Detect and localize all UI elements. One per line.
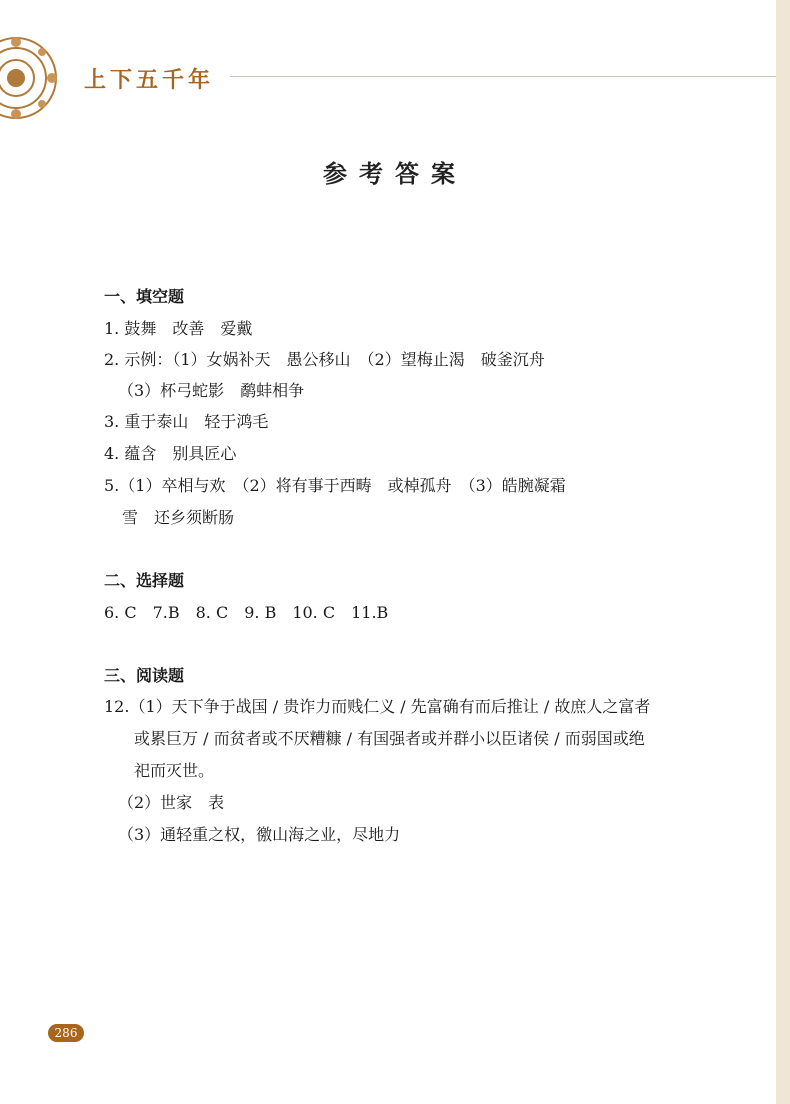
answer-line: 祀而灭世。 (134, 761, 215, 780)
answer-line: 12.（1）天下争于战国 / 贵诈力而贱仁义 / 先富确有而后推让 / 故庶人之富者 (104, 697, 651, 716)
section-heading-reading: 三、阅读题 (104, 666, 185, 685)
header-rule (230, 76, 776, 77)
page-title: 参考答案 (323, 160, 467, 188)
section-heading-multiple-choice: 二、选择题 (104, 571, 185, 590)
answer-line: 6. C 7.B 8. C 9. B 10. C 11.B (104, 603, 389, 622)
answer-line: 或累巨万 / 而贫者或不厌糟糠 / 有国强者或并群小以臣诸侯 / 而弱国或绝 (134, 729, 645, 748)
answer-line: 5.（1）卒相与欢 （2）将有事于西畴 或棹孤舟 （3）皓腕凝霜 (104, 476, 566, 495)
answer-line: 3. 重于泰山 轻于鸿毛 (104, 412, 269, 431)
answer-line: 1. 鼓舞 改善 爱戴 (104, 319, 253, 338)
running-title: 上下五千年 (84, 67, 215, 93)
answer-line: 4. 蕴含 别具匠心 (104, 444, 237, 463)
answer-line: 2. 示例：（1）女娲补天 愚公移山 （2）望梅止渴 破釜沉舟 (104, 350, 545, 369)
page-number: 286 (48, 1024, 84, 1042)
answer-line: 雪 还乡须断肠 (122, 508, 235, 527)
section-heading-fill-blank: 一、填空题 (104, 287, 185, 306)
answer-line: （3）杯弓蛇影 鹬蚌相争 (118, 381, 305, 400)
answer-line: （2）世家 表 (118, 793, 225, 812)
lotus-ornament-icon (0, 28, 66, 128)
answer-line: （3）通轻重之权，徼山海之业，尽地力 (118, 825, 401, 844)
